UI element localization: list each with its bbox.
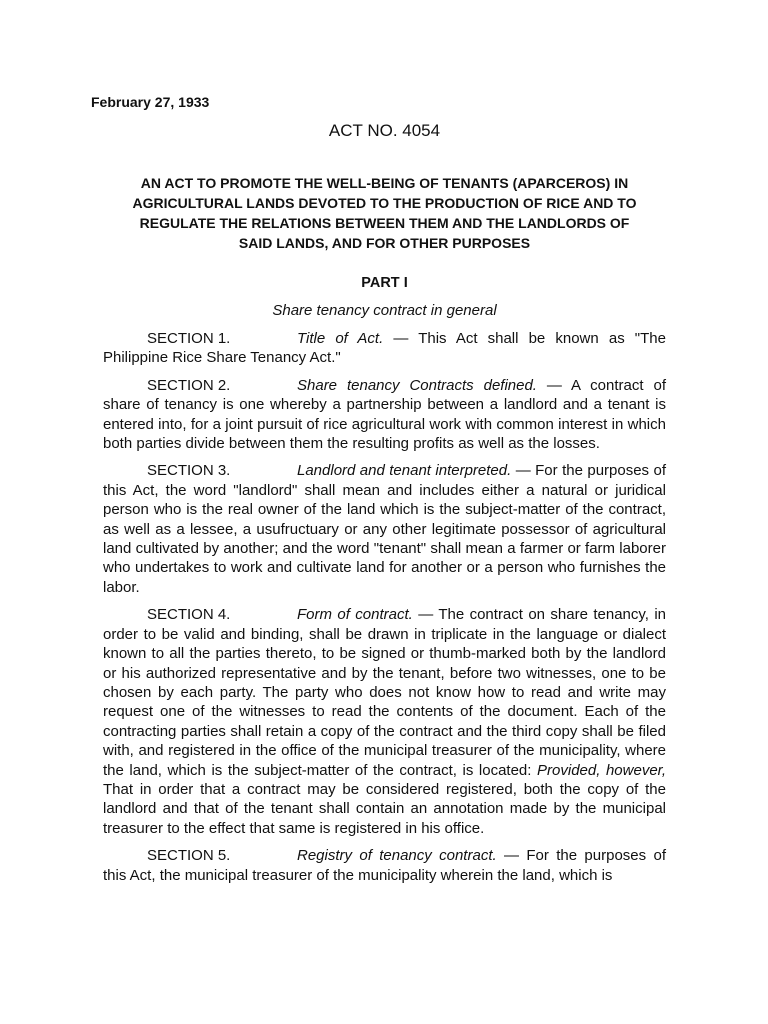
section-text: — For the purposes of this Act, the word "landlord" shall mean and includes either a natural or juridical person who is the real owner of the land which is the subject-matter of the contract, as well as a lessee, a usufructuary or any other legitimate possessor of agricultural land cultivated by another; and the word "tenant" shall mean a farmer or farm laborer who undertakes to work and cultivate land for another or a person who furnishes the labor. — [103, 462, 666, 596]
section-text: — A contract of share of tenancy is one whereby a partnership between a landlord and a tenant is entered into, for a joint pursuit of rice agricultural work with common interest in which both parties divide between them the resulting profits as well as the losses. — [103, 376, 666, 453]
section-1 — [103, 329, 666, 368]
section-3 — [103, 461, 666, 597]
section-2 — [103, 376, 666, 454]
part-heading: PART I — [361, 275, 408, 291]
section-text: — For the purposes of this Act, the municipal treasurer of the municipality wherein the land, which is — [103, 847, 666, 884]
section-label: SECTION 4. — [147, 606, 231, 624]
section-label: SECTION 5. — [147, 847, 231, 865]
section-text-after: That in order that a contract may be considered registered, both the copy of the landlord and that of the tenant shall contain an annotation made by the municipal treasurer to the effect that same is registered in his office. — [103, 780, 666, 837]
act-title-line: REGULATE THE RELATIONS BETWEEN THEM AND THE LANDLORDS OF — [139, 215, 630, 231]
section-label: SECTION 3. — [147, 462, 231, 480]
act-title — [103, 173, 666, 253]
act-date: February 27, 1933 — [91, 94, 210, 110]
section-label: SECTION 2. — [147, 376, 231, 394]
document-page — [91, 0, 666, 1024]
part-subheading: Share tenancy contract in general — [272, 302, 497, 319]
section-title: Landlord and tenant interpreted. — [297, 462, 512, 480]
section-text: — This Act shall be known as "The Philippine Rice Share Tenancy Act." — [103, 330, 666, 367]
section-proviso: Provided, however, — [537, 761, 666, 779]
section-title: Registry of tenancy contract. — [297, 847, 497, 865]
section-text: — The contract on share tenancy, in order to be valid and binding, shall be drawn in triplicate in the language or dialect known to all the parties thereto, to be signed or thumb-marked both by the landlord or his authorized representative and by the tenant, before two witnesses, one to be chosen by each party. The party who does not know how to read and write may request one of the witnesses to read the contents of the document. Each of the contracting parties shall retain a copy of the contract and the third copy shall be filed with, and registered in the office of the municipal treasurer of the municipality, where the land, which is the subject-matter of the contract, is located: — [103, 606, 666, 779]
act-title-line: AGRICULTURAL LANDS DEVOTED TO THE PRODUCTION OF RICE AND TO — [132, 195, 637, 211]
section-title: Form of contract. — [297, 606, 413, 624]
act-title-line: AN ACT TO PROMOTE THE WELL-BEING OF TENANTS (APARCEROS) IN — [140, 175, 629, 191]
section-title: Title of Act. — [297, 330, 384, 347]
section-4 — [103, 605, 666, 838]
section-label: SECTION 1. — [147, 330, 231, 347]
sections-list — [103, 329, 666, 893]
act-number: ACT NO. 4054 — [328, 121, 441, 140]
section-title: Share tenancy Contracts defined. — [297, 376, 537, 394]
act-title-line: SAID LANDS, AND FOR OTHER PURPOSES — [238, 235, 531, 251]
section-5 — [103, 846, 666, 885]
